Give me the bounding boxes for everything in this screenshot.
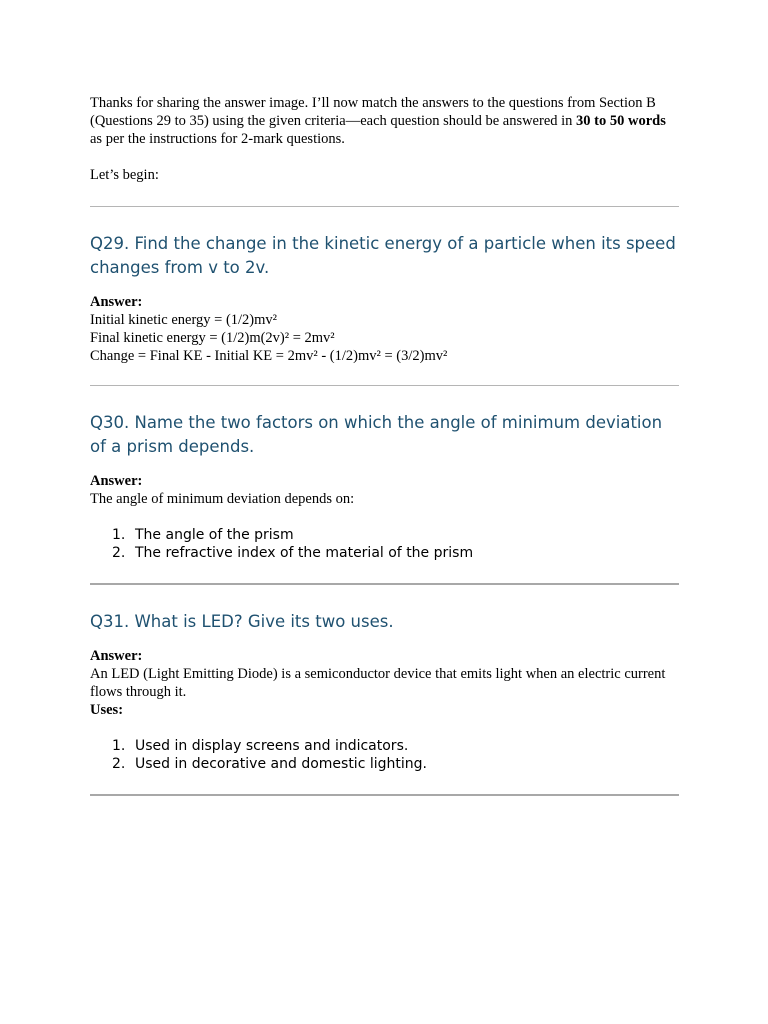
- q31-list: [90, 737, 679, 773]
- list-item-text: The angle of the prism: [135, 527, 294, 543]
- divider: [90, 794, 679, 796]
- q30-answer: [90, 472, 679, 508]
- q29-line: Final kinetic energy = (1/2)m(2v)² = 2mv²: [90, 330, 335, 346]
- intro-section: [90, 94, 679, 184]
- q30-answer-label: Answer:: [90, 473, 143, 489]
- list-number: 1.: [112, 738, 126, 754]
- q31-answer: [90, 647, 679, 719]
- intro-paragraph: [90, 94, 679, 148]
- intro-bold-text: 30 to 50 words: [576, 113, 666, 129]
- list-number: 2.: [112, 545, 126, 561]
- list-item-text: Used in decorative and domestic lighting.: [135, 756, 427, 772]
- document-page: [90, 94, 679, 796]
- q29-title: Q29. Find the change in the kinetic energy of a particle when its speed changes from v to 2v.: [90, 234, 676, 277]
- intro-begin: Let’s begin:: [90, 167, 159, 183]
- q29-answer-label: Answer:: [90, 294, 143, 310]
- intro-text: Thanks for sharing the answer image. I’ll now match the answers to the questions from Section B (Questions 29 to 35) using the given criteria—each question should be answered in: [90, 95, 656, 129]
- q29-answer: [90, 293, 679, 365]
- q30-answer-intro: The angle of minimum deviation depends on:: [90, 491, 355, 507]
- q29-line: Change = Final KE - Initial KE = 2mv² - (1/2)mv² = (3/2)mv²: [90, 348, 448, 364]
- list-item: [90, 526, 679, 544]
- list-item: [90, 737, 679, 755]
- list-number: 2.: [112, 756, 126, 772]
- list-item: [90, 755, 679, 773]
- intro-text-end: as per the instructions for 2-mark questions.: [90, 131, 345, 147]
- q31-answer-label: Answer:: [90, 648, 143, 664]
- q30-title: Q30. Name the two factors on which the angle of minimum deviation of a prism depends.: [90, 413, 663, 456]
- q31-answer-text: An LED (Light Emitting Diode) is a semiconductor device that emits light when an electric current flows through it.: [90, 666, 666, 700]
- q31-uses-label: Uses:: [90, 702, 124, 718]
- q29-line: Initial kinetic energy = (1/2)mv²: [90, 312, 278, 328]
- q30-list: [90, 526, 679, 562]
- list-item-text: The refractive index of the material of the prism: [135, 545, 474, 561]
- list-number: 1.: [112, 527, 126, 543]
- q31-title: Q31. What is LED? Give its two uses.: [90, 612, 394, 631]
- list-item: [90, 544, 679, 562]
- list-item-text: Used in display screens and indicators.: [135, 738, 409, 754]
